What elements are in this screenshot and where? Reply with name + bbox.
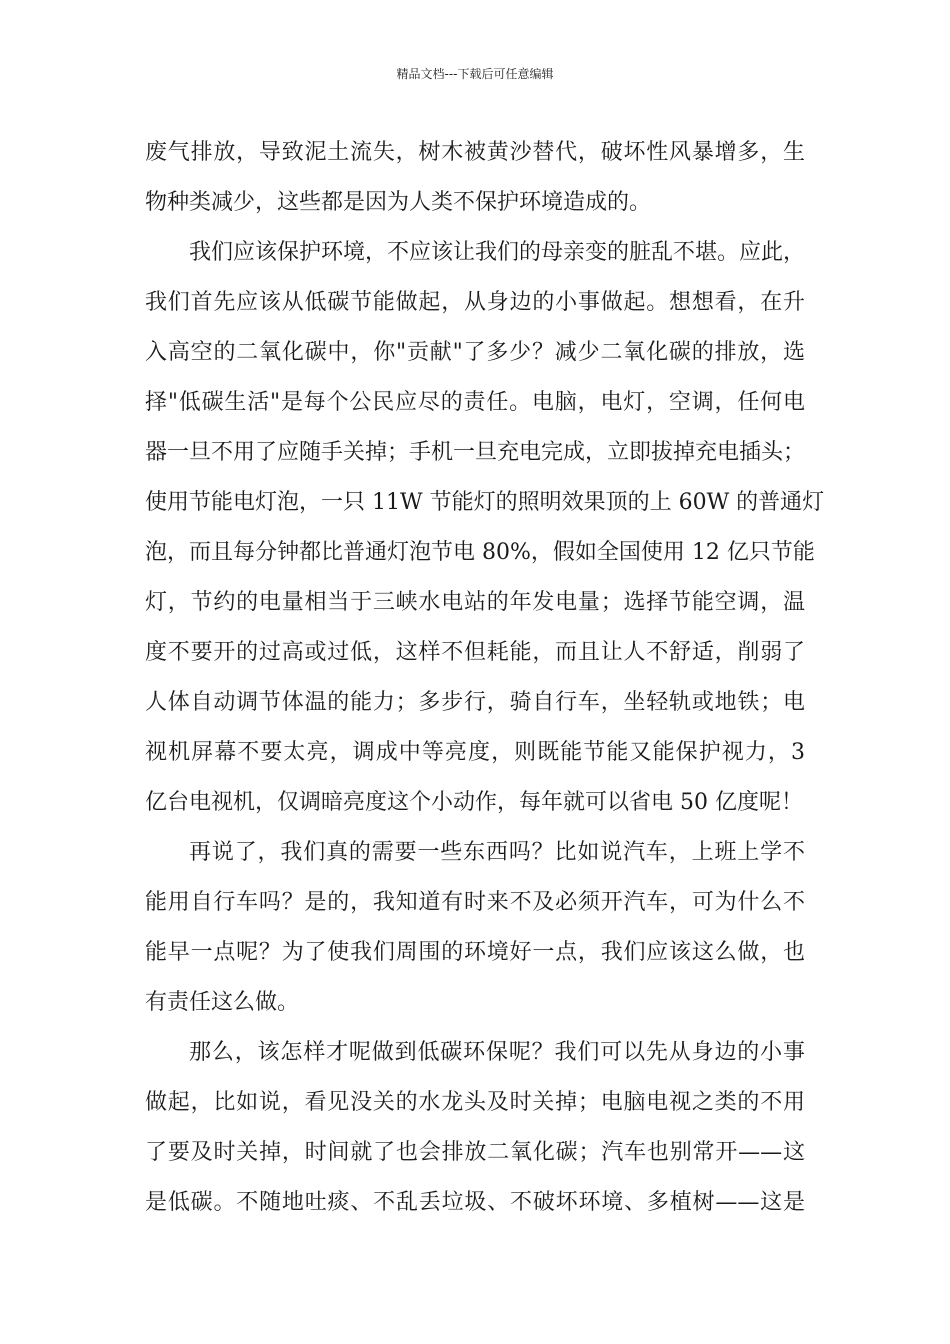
text-line: 视机屏幕不要太亮，调成中等亮度，则既能节能又能保护视力，3 xyxy=(145,740,805,765)
text-line: 废气排放，导致泥土流失，树木被黄沙替代，破坏性风暴增多，生 xyxy=(145,140,805,165)
text-line: 器一旦不用了应随手关掉；手机一旦充电完成，立即拔掉充电插头； xyxy=(145,440,806,465)
paragraph xyxy=(145,828,805,1028)
paragraph xyxy=(145,128,805,228)
text-line: 那么，该怎样才呢做到低碳环保呢？我们可以先从身边的小事 xyxy=(189,1040,805,1065)
paragraph xyxy=(145,228,825,828)
text-line: 有责任这么做。 xyxy=(145,990,300,1015)
text-line: 能早一点呢？为了使我们周围的环境好一点，我们应该这么做，也 xyxy=(145,940,805,965)
text-line: 物种类减少，这些都是因为人类不保护环境造成的。 xyxy=(145,190,652,215)
page-header: 精品文档---下载后可任意编辑 xyxy=(396,67,554,81)
text-line: 泡，而且每分钟都比普通灯泡节电 80%，假如全国使用 12 亿只节能 xyxy=(145,540,815,565)
text-line: 我们首先应该从低碳节能做起，从身边的小事做起。想想看，在升 xyxy=(145,290,805,315)
paragraph xyxy=(145,1028,805,1228)
text-line: 亿台电视机，仅调暗亮度这个小动作，每年就可以省电 50 亿度呢！ xyxy=(145,790,803,815)
text-line: 度不要开的过高或过低，这样不但耗能，而且让人不舒适，削弱了 xyxy=(145,640,805,665)
text-line: 灯，节约的电量相当于三峡水电站的年发电量；选择节能空调，温 xyxy=(145,590,805,615)
text-line: 做起，比如说，看见没关的水龙头及时关掉；电脑电视之类的不用 xyxy=(145,1090,805,1115)
text-line: 是低碳。不随地吐痰、不乱丢垃圾、不破坏环境、多植树——这是 xyxy=(145,1190,805,1215)
text-line: 我们应该保护环境，不应该让我们的母亲变的脏乱不堪。应此， xyxy=(189,240,806,265)
text-line: 入高空的二氧化碳中，你"贡献"了多少？减少二氧化碳的排放，选 xyxy=(145,340,805,365)
text-line: 择"低碳生活"是每个公民应尽的责任。电脑，电灯，空调，任何电 xyxy=(145,390,805,415)
text-line: 了要及时关掉，时间就了也会排放二氧化碳；汽车也别常开——这 xyxy=(145,1140,805,1165)
text-line: 人体自动调节体温的能力；多步行，骑自行车，坐轻轨或地铁；电 xyxy=(145,690,805,715)
body-text xyxy=(145,128,825,1228)
text-line: 能用自行车吗？是的，我知道有时来不及必须开汽车，可为什么不 xyxy=(145,890,805,915)
text-line: 使用节能电灯泡，一只 11W 节能灯的照明效果顶的上 60W 的普通灯 xyxy=(145,490,825,515)
text-line: 再说了，我们真的需要一些东西吗？比如说汽车，上班上学不 xyxy=(189,840,805,865)
